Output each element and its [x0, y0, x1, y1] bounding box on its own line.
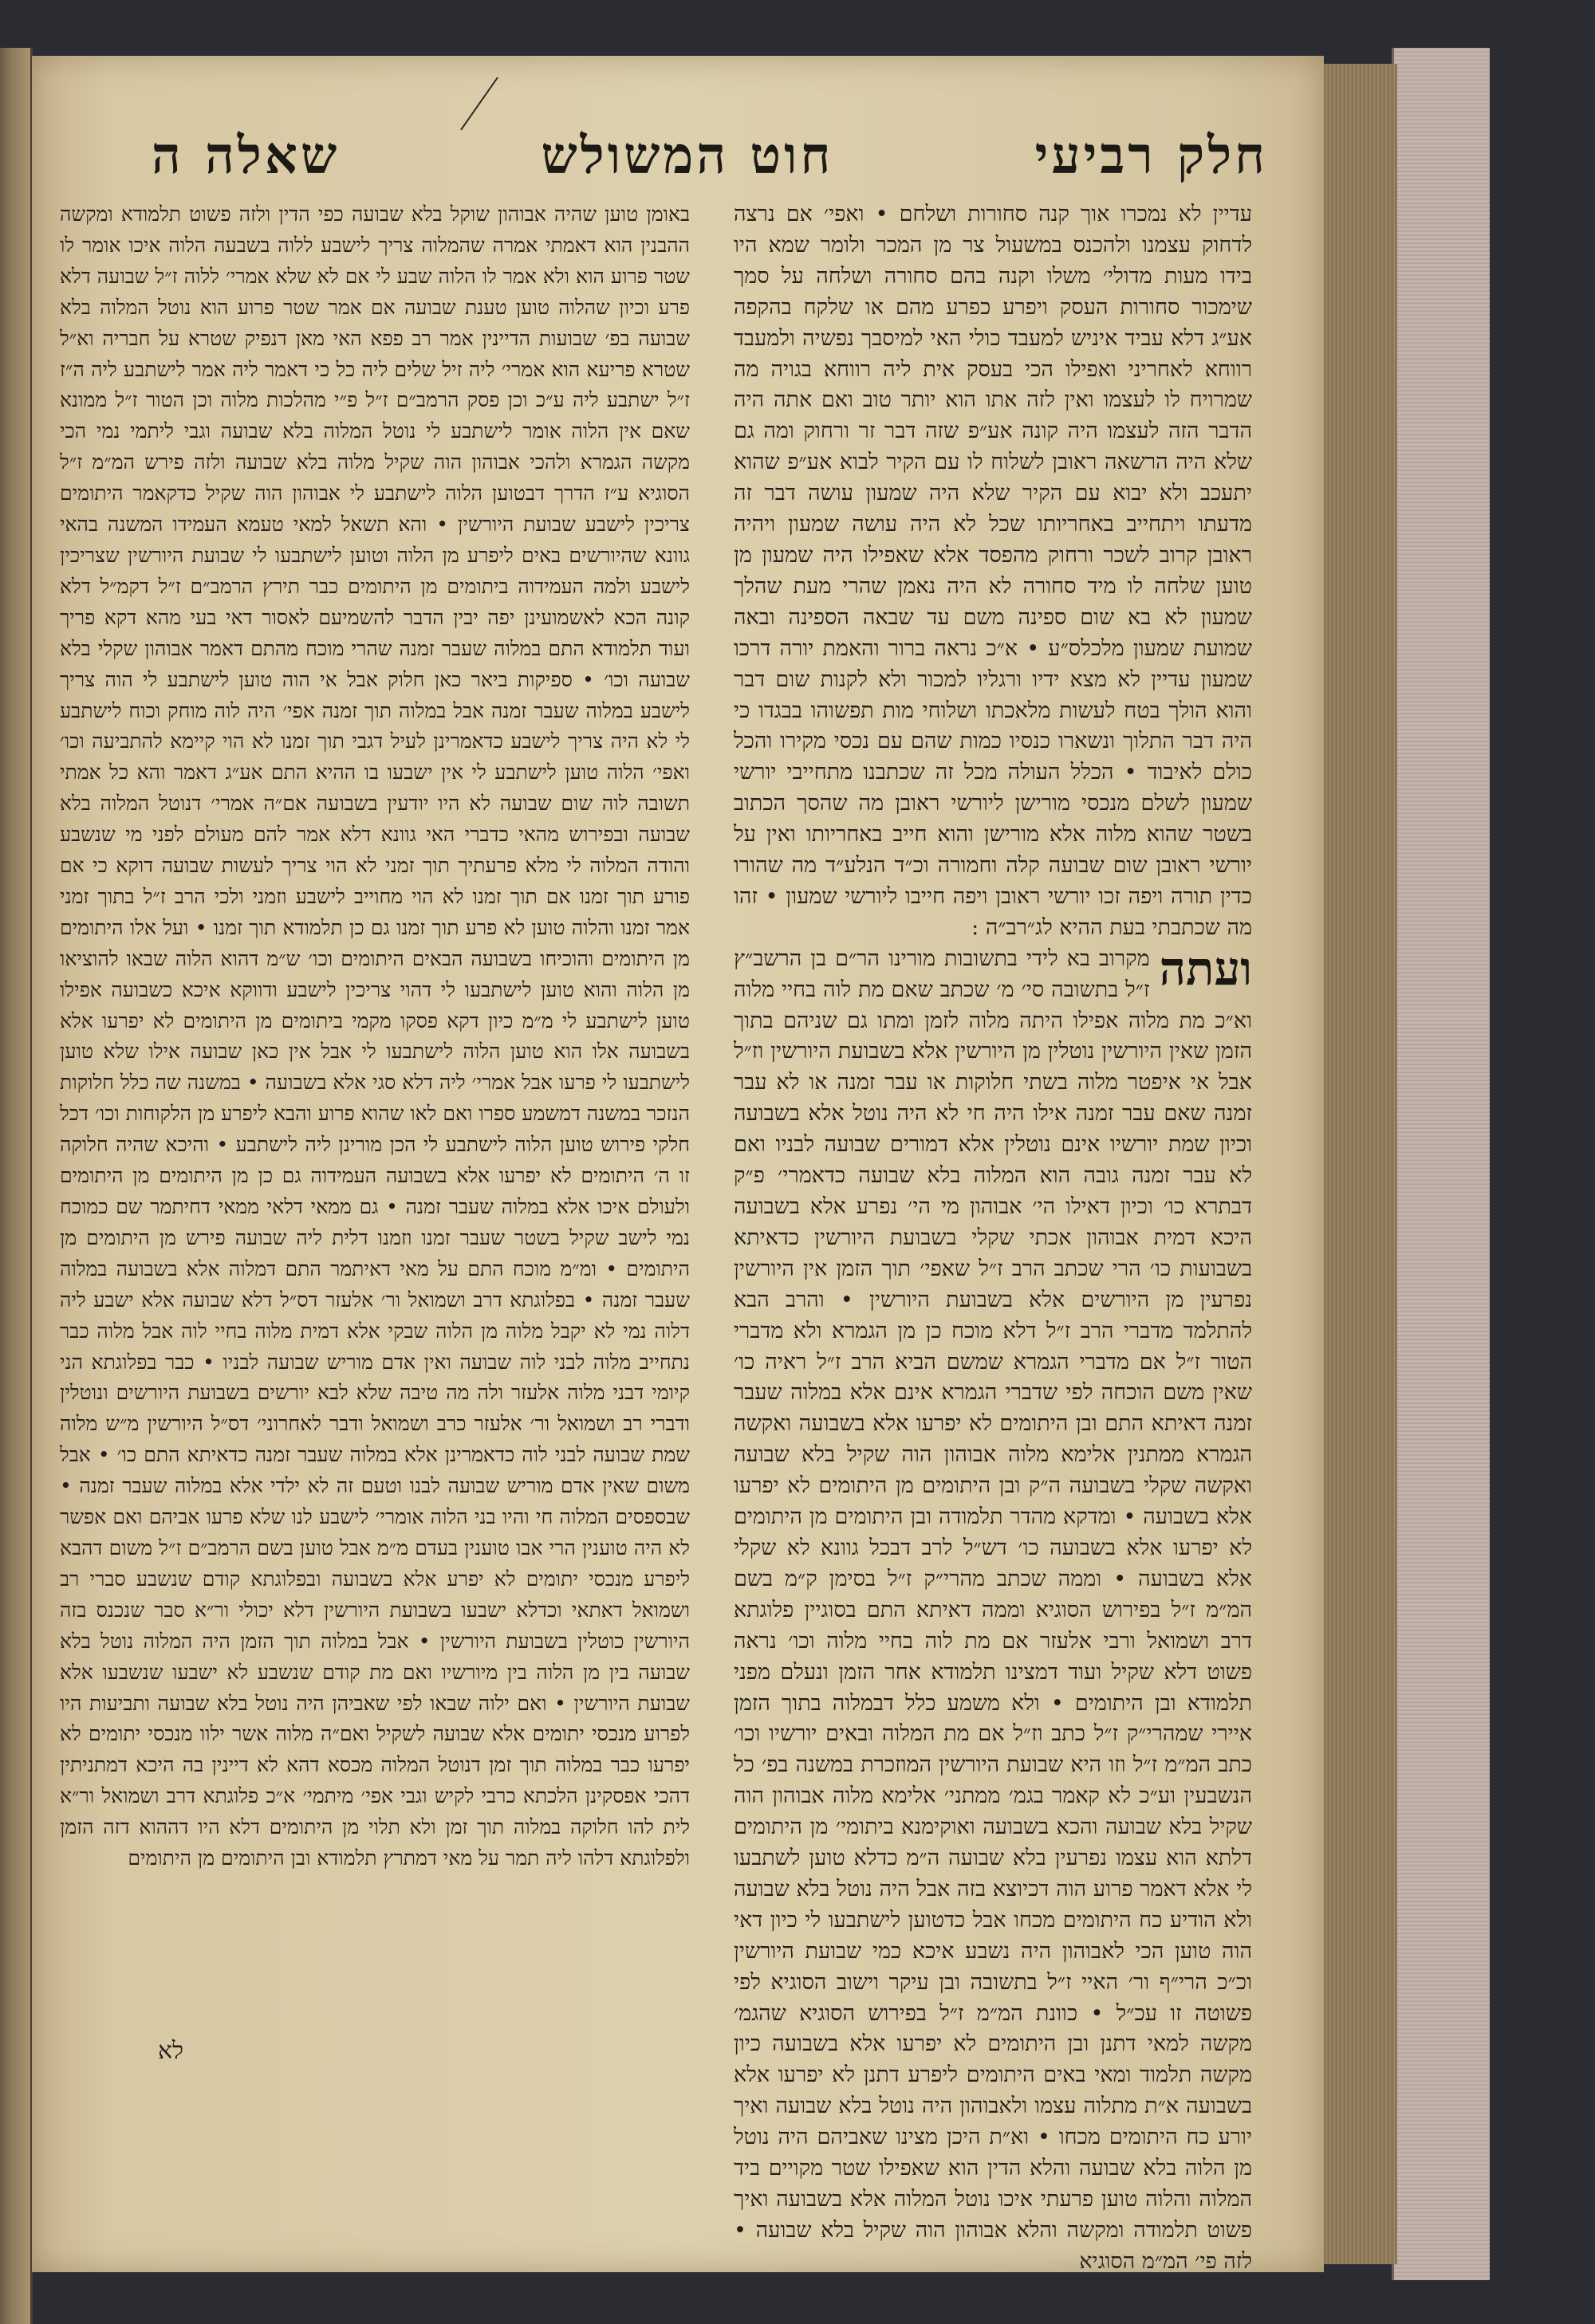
book-cover-edge	[1392, 48, 1490, 2280]
header-question-number: שאלה ה	[152, 125, 341, 186]
paragraph: באומן טוען שהיה אבוהון שוקל בלא שבועה כפי הדין ולזה פשוט תלמודא ומקשה ההבנין הוא דאמתי אמרה שהמלוה צריך לישבע ללוה בשבעה הלוה איכו אומר לו שטר פרוע הוא ולא אמר לו הלוה שבע לי אם לא שלא אמרי׳ ללוה ז״ל שבועה דלא פרע וכיון שהלוה טוען טענת שבועה אם אמר שטר פרוע הוא נוטל המלוה בלא שבועה בפ׳ שבועות הדיינין אמר רב פפא האי מאן דנפיק שטרא על חבריה וא״ל שטרא פריעא הוא אמרי׳ ליה זיל שלים ליה כל כי דאמר ליה אמר לישתבע ליה ה״ז ז״ל ישתבע ליה ע״כ וכן פסק הרמב״ם ז״ל פ״י מהלכות מלוה וכן הטור ז״ל ממונא שאם אין הלוה אומר לישתבע לי נוטל המלוה בלא שבועה וגבי ליתמי נמי הכי מקשה הגמרא ולהכי אבוהון הוה שקיל מלוה בלא שבועה ולזה פירש המ״מ ז״ל הסוגיא ע״ז הדרך דבטוען הלוה לישתבע לי אבוהון הוה שקיל כדקאמר היתומים צריכין לישבע שבועת היורשין • והא תשאל למאי טעמא העמידו המשנה בהאי גוונא שהיורשים באים ליפרע מן הלוה וטוען לישתבעו לי שבועת היורשין שצריכין לישבע ולמה העמידוה ביתומים מן היתומים כבר תירץ הרמב״ם ז״ל דקמ״ל דלא קונה הכא לאשמועינן יפה יבין הדבר להשמיעם לאסור דאי בעי מהא דקא פריך ועוד תלמודא התם במלוה שעבר זמנה שהרי מוכח מהתם דאמר אבוהון שקלי בלא שבועה וכו׳ • ספיקות ביאר כאן חלוק אבל אי הוה טוען לישתבע לי הוה צריך לישבע במלוה שעבר זמנה אבל במלוה תוך זמנה אפי׳ היה לוה מוחק וכוח לישתבע לי לא היה צריך לישבע כדאמרינן לעיל דגבי תוך זמנו לא הוי קיימא להתביעה וכו׳ ואפי׳ הלוה טוען לישתבע לי אין ישבעו בו ההיא התם אע״ג דאמר והא כל אמתי תשובה לוה שום שבועה לא היו יודעין בשבועה אם״ה אמרי׳ דנוטל המלוה בלא שבועה ובפירוש מהאי כדברי האי גוונא דלא אמר להם מעולם לפני מי שנשבע והודה המלוה לי מלא פרעתיך תוך זמני לא הוי צריך לעשות שבועה דוקא כי אם פורע תוך זמנו אם תוך זמנו לא הוי מחוייב לישבע וזמני ולכי הרב ז״ל בתוך זמני אמר זמנו והלוה טוען לא פרע תוך זמנו גם כן תלמודא תוך זמנו • ועל אלו היתומים מן היתומים והוכיחו בשבועה הבאים היתומים וכו׳ ש״מ דהוא הלוה שבאו להוציאו מן הלוה והוא טוען לישתבעו לי דהוי צריכין לישבע ודווקא איכא כשבועה אפילו טוען לישתבע לי מ״מ כיון דקא פסקו מקמי ביתומים מן היתומים לא יפרעו אלא בשבועה אלו הוא טוען הלוה לישתבעו לי אבל אין כאן שבועה אילו שלא טוען לישתבעו לי פרעו אבל אמרי׳ ליה דלא סגי אלא בשבועה • במשנה שה כלל חלוקות הנזכר במשנה דמשמע ספרו ואם לאו שהוא פרוע והבא ליפרע מן הלקוחות וכו׳ דכל חלקי פירוש טוען הלוה לישתבע לי הכן מורינן ליה לישתבע • והיכא שהיה חלוקה זו ה׳ היתומים לא יפרעו אלא בשבועה העמידוה גם כן מן היתומים מן היתומים ולעולם איכו אלא במלוה שעבר זמנה • גם ממאי דלאי ממאי דחיתמר שם כמוכח נמי לישב שקיל בשטר שעבר זמנו וזמנו דלית ליה שבועה פירש מן היתומים מן היתומים • ומ״מ מוכח התם על מאי דאיתמר התם דמלוה אלא בשבועה במלוה שעבר זמנה • בפלוגתא דרב ושמואל ור׳ אלעזר דס״ל דלא שבועה אלא ישבע ליה דלוה נמי לא יקבל מלוה מן הלוה שבקי אלא דמית מלוה בחיי לוה אבל מלוה כבר נתחייב מלוה לבני לוה שבועה ואין אדם מוריש שבועה לבניו • כבר בפלוגתא הני קיומי דבני מלוה אלעזר ולה מה טיבה שלא לבא יורשים בשבועת היורשים ונוטלין ודברי רב ושמואל ור׳ אלעזר כרב ושמואל ודבר לאחרוני׳ דס״ל היורשין מ״ש מלוה שמת שבועה לבני לוה כדאמרינן אלא במלוה שעבר זמנה כדאיתא התם כו׳ • אבל משום שאין אדם מוריש שבועה לבנו וטעם זה לא ילדי אלא במלוה שעבר זמנה • שבספסים המלוה חי והיו בני הלוה אומרי׳ לישבע לנו שלא פרעו אביהם ואם אפשר לא היה טוענין הרי אבו טוענין בעדם מ״מ אבל טוען בשם הרמב״ם ז״ל משום דהבא ליפרע מנכסי יתומים לא יפרע אלא בשבועה ובפלוגתא קודם שנשבע סברי רב ושמואל דאתאי וכדלא ישבעו בשבועת היורשין דלא יכולי ור״א סבר שנכנס בזה היורשין כוטלין בשבועת היורשין • אבל במלוה תוך הזמן היה המלוה נוטל בלא שבועה בין מן הלוה בין מיורשיו ואם מת קודם שנשבע לא ישבעו שנשבעו אלא שבועת היורשין • ואם ילוה שבאו לפי שאביהן היה נוטל בלא שבועה ותביעות היו לפרוע מנכסי יתומים אלא שבועה לשקיל ואם״ה מלוה אשר ילוו מנכסי יתומים לא יפרעו כבר במלוה תוך זמן דנוטל המלוה מכסא דהא לא דיינין בה היכא דמתניתין דהכי אפסקינן הלכתא כרבי לקיש וגבי אפי׳ מיתמי׳ א״כ פלוגתא דרב ושמואל ור״א לית להו חלוקה במלוה תוך זמן ולא תלוי מן היתומים דלא היו דההוא דזה הזמן ולפלוגתא דלהו ליה תמר על מאי דמתרץ תלמודא ובן היתומים מן היתומים	[60, 203, 690, 1870]
catchword: לא	[157, 2037, 183, 2065]
paragraph: עדיין לא נמכרו אוך קנה סחורות ושלחם • ואפי׳ אם נרצה לדחוק עצמנו ולהכנס במשעול צר מן המכר ולומר שמא היו בידו מעות מדולי׳ משלו וקנה בהם סחורה ושלחה על סמך שימכור סחורות העסק ויפרע כפרע מהם או שלקח בהקפה אע״ג דלא עביד איניש למעבד כולי האי למיסבך נפשיה ולמעבד רווחא לאחריני ואפילו הכי בעסק אית ליה רווחא בגויה מה שמרויח לו לעצמו ואין לזה אתו הוא יותר טוב ואם אתה היה הדבר הזה לעצמו היה קונה אע״פ שזה דבר זר ורחוק ומה גם שלא היה הרשאה ראובן לשלוח לו עם הקיר לבוא אע״פ שהוא יתעכב ולא יבוא עם הקיר שלא היה שמעון עושה דבר זה מדעתו ויתחייב באחריותו שכל לא היה עושה שמעון ויהיה ראובן קרוב לשכר ורחוק מהפסד אלא שאפילו היה שמעון מן טוען שלחה לו מיד סחורה לא היה נאמן שהרי מעת שהלך שמעון לא בא שום ספינה משם עד שבאה הספינה ובאה שמועת שמעון מלכלס״ע • א״כ נראה ברור והאמת יורה דרכו שמעון עדיין לא מצא ידיו ורגליו למכור ולא לקנות שום דבר והוא הולך בטח לעשות מלאכתו ושלוחי מות תפשוהו בבגדו כי היה דבר התלוך ונשארו כנסיו כמות שהם עם נכסי מקירו והכל כולם לאיבוד • הכלל העולה מכל זה שכתבנו מתחייבי יורשי שמעון לשלם מנכסי מורישן ליורשי ראובן מה שהסך הכתוב בשטר שהוא מלוה אלא מורישן והוא חייב באחריותו ואין על יורשי ראובן שום שבועה קלה וחמורה וכ״ד הנלע״ד מה שהורו כדין תורה ויפה זכו יורשי ראובן ויפה חייבו ליורשי שמעון • זהו מה שכתבתי בעת ההיא לג״רב״ה :	[734, 202, 1252, 940]
right-text-column	[734, 199, 1252, 2296]
opening-word: ועתה	[1159, 941, 1252, 996]
running-header	[152, 112, 1268, 199]
paragraph-text: מקרוב בא לידי בתשובות מורינו הר״ם בן הרשב״ץ ז״ל בתשובה סי׳ מ׳ שכתב שאם מת לוה בחיי מלוה וא״כ מת מלוה אפילו היתה מלוה לזמן ומתו גם שניהם בתוך הזמן שאין היורשין נוטלין מן היורשין אלא בשבועת היורשין וז״ל אבל אי איפטר מלוה בשתי חלוקות או עבר זמנה או לא עבר זמנה שאם עבר זמנה אילו היה חי לא היה נוטל אלא בשבועה וכיון שמת יורשיו אינם נוטלין אלא דמורים שבועה לבניו ואם לא עבר זמנה גובה הוא המלוה בלא שבועה כדאמרי׳ פ״ק דבתרא כו׳ וכיון דאילו הי׳ אבוהון מי הי׳ נפרע אלא בשבועה היכא דמית אבוהון אכתי שקלי בשבועת היורשין כדאיתא בשבועות כו׳ הרי שכתב הרב ז״ל שאפי׳ תוך הזמן אין היורשין נפרעין מן היורשים אלא בשבועת היורשין • והרב הבא להתלמד מדברי הרב ז״ל דלא מוכח כן מן הגמרא ולא מדברי הטור ז״ל אם מדברי הגמרא שמשם הביא הרב ז״ל ראיה כו׳ שאין משם הוכחה לפי שדברי הגמרא אינם אלא במלוה שעבר זמנה דאיתא התם ובן היתומים לא יפרעו אלא בשבועה ואקשה הגמרא ממתנין אלימא מלוה אבוהון הוה שקיל בלא שבועה ואקשה שקלי בשבועה ה״ק ובן היתומים מן היתומים לא יפרעו אלא בשבועה • ומדקא מהדר תלמודה ובן היתומים מן היתומים לא יפרעו אלא בשבועה כו׳ דש״ל לרב דבכל גוונא לא שקלי אלא בשבועה • וממה שכתב מהרי״ק ז״ל בסימן ק״מ בשם המ״מ ז״ל בפירוש הסוגיא וממה דאיתא התם בסוגיין פלוגתא דרב ושמואל ורבי אלעזר אם מת לוה בחיי מלוה וכו׳ נראה פשוט דלא שקיל ועוד דמצינו תלמודא אחר הזמן ונעלם מפני תלמודא ובן היתומים • ולא משמע כלל דבמלוה בתוך הזמן איירי שמהרי״ק ז״ל כתב וז״ל אם מת המלוה ובאים יורשיו וכו׳ כתב המ״מ ז״ל וזו היא שבועת היורשין המוזכרת במשנה בפ׳ כל הנשבעין וע״כ לא קאמר בגמ׳ ממתני׳ אלימא מלוה אבוהון הוה שקיל בלא שבועה והכא בשבועה ואוקימנא ביתומי׳ מן היתומים דלתא הוא עצמו נפרעין בלא שבועה ה״מ כדלא טוען לשתבעו לי אלא דאמר פרוע הוה דכיוצא בזה אבל היה נוטל בלא שבועה ולא הודיע כח היתומים מכחו אבל כדטוען לישתבעו לי כיון דאי הוה טוען הכי לאבוהון היה נשבע איכא כמי שבועת היורשין וכ״כ הרי״ף ור׳ האיי ז״ל בתשובה ובן עיקר וישוב הסוגיא לפי פשוטה זו עכ״ל • כוונת המ״מ ז״ל בפירוש הסוגיא שהגמ׳ מקשה למאי דתנן ובן היתומים לא יפרעו אלא בשבועה כיון מקשה תלמוד ומאי באים היתומים ליפרע דתנן לא יפרעו אלא בשבועה א״ת מתלוה עצמו ולאבוהון היה נוטל בלא שבועה ואיך יורע כח היתומים מכחו • וא״ת היכן מצינו שאביהם היה נוטל מן הלוה בלא שבועה והלא הדין הוא שאפילו שטר מקויים ביד המלוה והלוה טוען פרעתי איכו נוטל המלוה אלא בשבועה ואיך פשוט תלמודה ומקשה והלא אבוהון הוה שקיל בלא שבועה • לזה פי׳ המ״מ הסוגיא	[734, 946, 1252, 2274]
header-book-title: חוט המשולש	[541, 125, 834, 186]
header-section-title: חלק רביעי	[1034, 125, 1268, 186]
paragraph	[734, 941, 1252, 2278]
left-text-column	[60, 199, 690, 2272]
previous-page-edge	[0, 48, 33, 2324]
